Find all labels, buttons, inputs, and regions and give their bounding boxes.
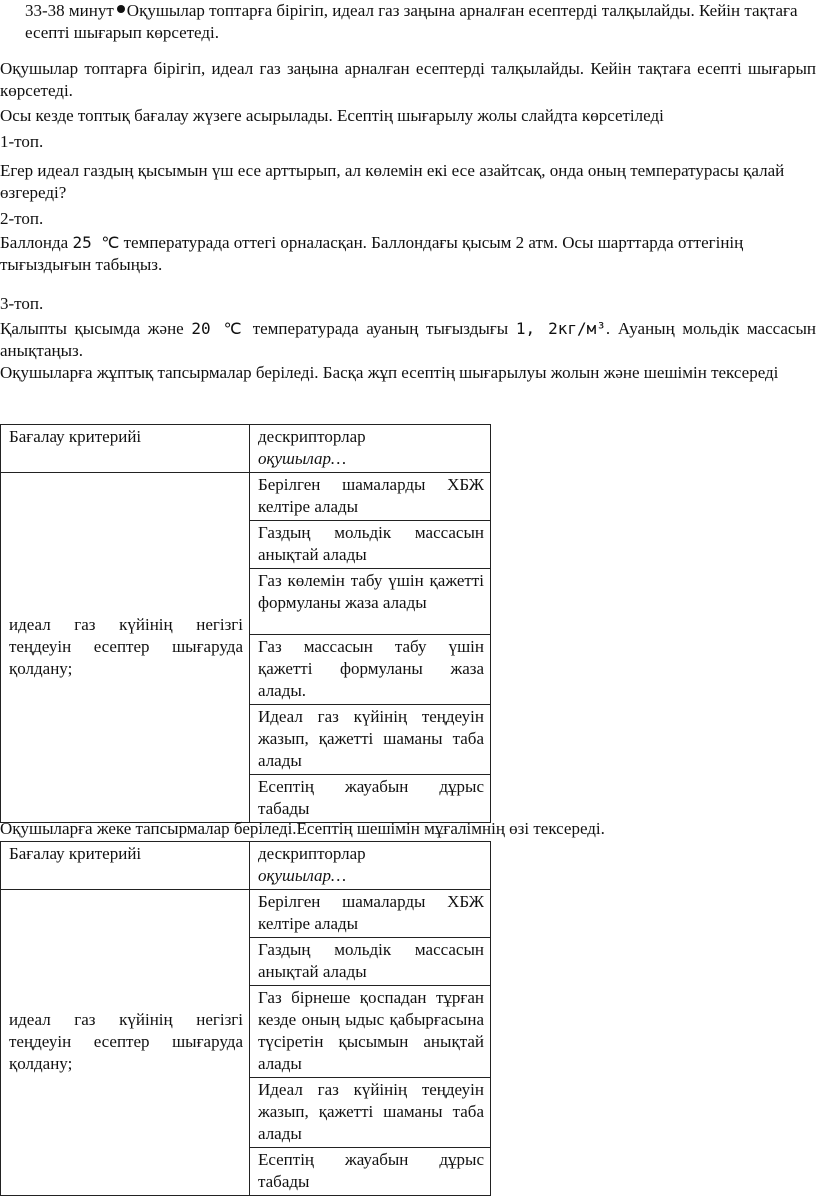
group2-task: [0, 232, 816, 276]
lesson-header: [25, 0, 815, 44]
criteria-header: Бағалау критерийі: [1, 425, 250, 473]
descriptors-header: дескрипторлар оқушылар…: [250, 842, 491, 890]
group2-temperature: 25 ℃: [72, 233, 120, 252]
group1-task: Егер идеал газдың қысымын үш есе арттырып, ал көлемін екі есе азайтсақ, онда оның температурасы қалай өзгереді?: [0, 161, 785, 202]
group3-text-mid: температурада ауаның тығыздығы: [245, 319, 516, 338]
criterion-cell: идеал газ күйінің негізгі теңдеуін есептер шығаруда қолдану;: [1, 890, 250, 1196]
descriptor-cell: Газ көлемін табу үшін қажетті формуланы жаза алады: [250, 569, 491, 635]
assessment-table-2: [0, 841, 491, 1196]
descriptor-cell: Есептің жауабын дұрыс табады: [250, 775, 491, 823]
descriptor-cell: Идеал газ күйінің теңдеуін жазып, қажетті шаманы таба алады: [250, 1078, 491, 1148]
group3-task: [0, 318, 816, 362]
table-header-row: [1, 425, 491, 473]
criteria-header: Бағалау критерийі: [1, 842, 250, 890]
descriptor-cell: Газ бірнеше қоспадан тұрған кезде оның ыдыс қабырғасына түсіретін қысымын анықтай алады: [250, 986, 491, 1078]
group2-text-post: температурада оттегі орналасқан. Баллондағы қысым 2 атм. Осы шарттарда оттегінің тығыздығын табыңыз.: [0, 233, 744, 274]
criterion-cell: идеал газ күйінің негізгі теңдеуін есептер шығаруда қолдану;: [1, 473, 250, 823]
group3-text-pre: Қалыпты қысымда және: [0, 319, 192, 338]
descriptor-cell: Берілген шамаларды ХБЖ келтіре алады: [250, 473, 491, 521]
bullet-icon: [117, 5, 125, 13]
group3-temperature: 20 ℃: [191, 319, 246, 338]
descriptor-cell: Газ массасын табу үшін қажетті формуланы жаза алады.: [250, 635, 491, 705]
group2-text-pre: Баллонда: [0, 233, 73, 252]
group3-density: 1, 2кг/м³: [515, 319, 606, 338]
descriptors-subheader: оқушылар…: [258, 866, 347, 885]
intro-paragraph: Оқушылар топтарға бірігіп, идеал газ заңына арналған есептерді талқылайды. Кейін тақтаға есепті шығарып көрсетеді.: [0, 59, 816, 100]
group1-label: 1-топ.: [0, 132, 44, 151]
group3-text-post: . Ауаның мольдік массасын анықтаңыз.: [0, 319, 816, 360]
group2-label: 2-топ.: [0, 209, 44, 228]
table-row: [1, 473, 491, 521]
descriptors-header: дескрипторлар оқушылар…: [250, 425, 491, 473]
descriptor-cell: Берілген шамаларды ХБЖ келтіре алады: [250, 890, 491, 938]
assessment-paragraph: Осы кезде топтық бағалау жүзеге асырылады. Есептің шығарылу жолы слайдта көрсетіледі: [0, 106, 664, 125]
descriptors-subheader: оқушылар…: [258, 449, 347, 468]
pair-task-paragraph: Оқушыларға жұптық тапсырмалар беріледі. Басқа жұп есептің шығарылуы жолын және шешімін тексереді: [0, 363, 779, 382]
descriptor-cell: Газдың мольдік массасын анықтай алады: [250, 938, 491, 986]
descriptor-cell: Идеал газ күйінің теңдеуін жазып, қажетті шаманы таба алады: [250, 705, 491, 775]
group3-label: 3-топ.: [0, 294, 44, 313]
descriptor-cell: Есептің жауабын дұрыс табады: [250, 1148, 491, 1196]
header-text: Оқушылар топтарға бірігіп, идеал газ заңына арналған есептерді талқылайды. Кейін тақтаға есепті шығарып көрсетеді.: [25, 1, 798, 42]
assessment-table-1: [0, 424, 491, 823]
table-header-row: [1, 842, 491, 890]
table-row: [1, 890, 491, 938]
descriptor-cell: Газдың мольдік массасын анықтай алады: [250, 521, 491, 569]
individual-task-paragraph: Оқушыларға жеке тапсырмалар беріледі.Есептің шешімін мұғалімнің өзі тексереді.: [0, 819, 605, 838]
time-label: 33-38 минут: [25, 1, 114, 20]
